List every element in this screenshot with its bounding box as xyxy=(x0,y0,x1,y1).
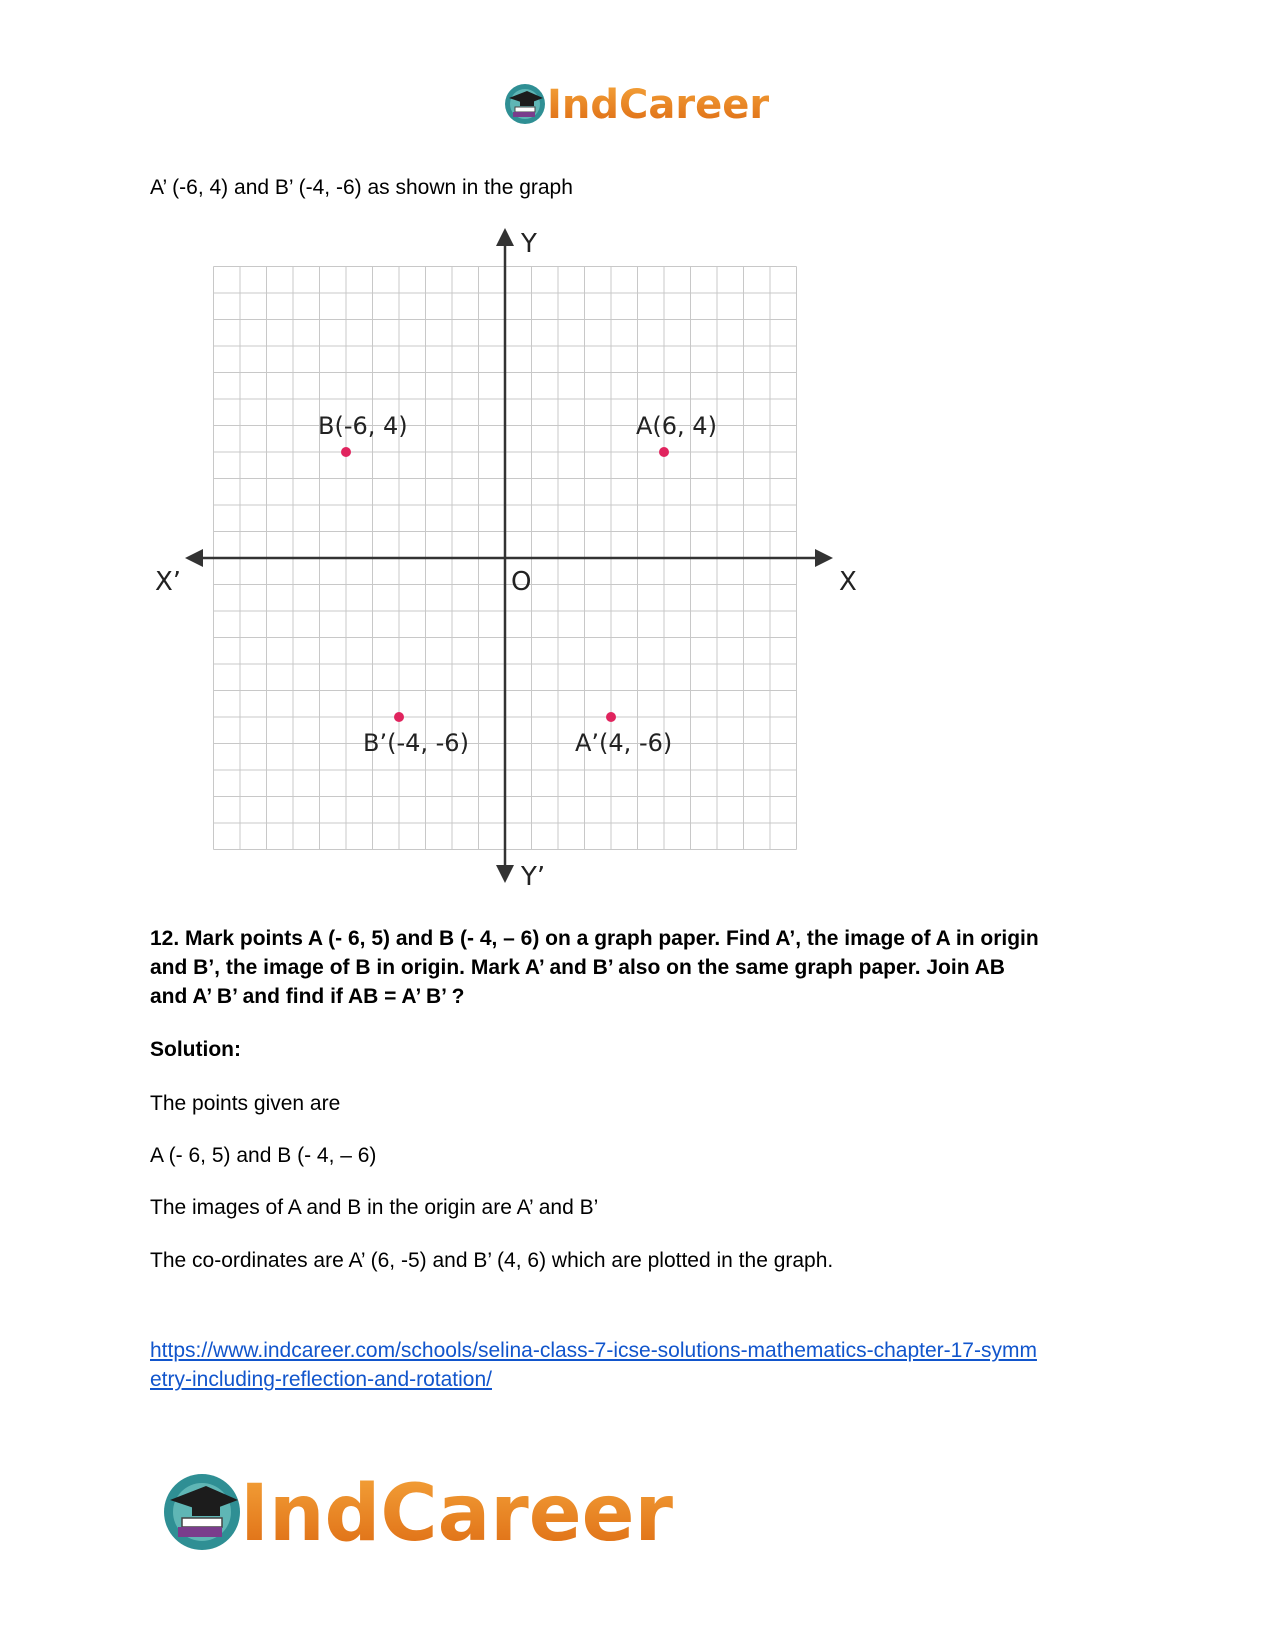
y-neg-axis-arrow-icon xyxy=(496,865,514,883)
point-label: B’(-4, -6) xyxy=(363,729,469,757)
x-neg-axis-arrow-icon xyxy=(185,549,203,567)
solution-heading: Solution: xyxy=(150,1038,241,1061)
indcareer-logo-graphic xyxy=(503,78,773,130)
graduation-cap-globe-icon xyxy=(164,1474,240,1550)
source-link-continued[interactable]: etry-including-reflection-and-rotation/ xyxy=(150,1368,492,1391)
logo-wordmark: IndCareer xyxy=(547,82,770,128)
y-axis-arrow-icon xyxy=(496,228,514,246)
solution-paragraph: The points given are xyxy=(150,1092,341,1115)
point-marker xyxy=(659,447,669,457)
indcareer-footer-logo xyxy=(160,1466,700,1556)
x-neg-axis-label: X’ xyxy=(155,567,182,597)
intro-line: A’ (-6, 4) and B’ (-4, -6) as shown in the graph xyxy=(150,176,573,199)
footer-logo-wordmark: IndCareer xyxy=(240,1469,673,1556)
x-axis-arrow-icon xyxy=(815,549,833,567)
x-axis-label: X xyxy=(839,567,857,597)
point-label: B(-6, 4) xyxy=(318,412,408,440)
graduation-cap-globe-icon xyxy=(505,84,545,124)
point-label: A(6, 4) xyxy=(636,412,717,440)
point-label: A’(4, -6) xyxy=(575,729,673,757)
solution-paragraph: The images of A and B in the origin are A’ and B’ xyxy=(150,1196,599,1219)
point-marker xyxy=(341,447,351,457)
question-line-2: and B’, the image of B in origin. Mark A’ and B’ also on the same graph paper. Join AB xyxy=(150,956,1005,979)
origin-label: O xyxy=(511,567,532,597)
axes xyxy=(185,228,833,883)
solution-paragraph: A (- 6, 5) and B (- 4, – 6) xyxy=(150,1144,377,1167)
question-line-3: and A’ B’ and find if AB = A’ B’ ? xyxy=(150,985,465,1008)
question-line-1: 12. Mark points A (- 6, 5) and B (- 4, – 6) on a graph paper. Find A’, the image of A in origin xyxy=(150,927,1039,950)
y-axis-label: Y xyxy=(521,229,537,259)
point-marker xyxy=(394,712,404,722)
point-marker xyxy=(606,712,616,722)
y-neg-axis-label: Y’ xyxy=(521,862,546,892)
source-link[interactable]: https://www.indcareer.com/schools/selina-class-7-icse-solutions-mathematics-chapter-17-symm xyxy=(150,1339,1037,1362)
solution-paragraph: The co-ordinates are A’ (6, -5) and B’ (4, 6) which are plotted in the graph. xyxy=(150,1249,834,1272)
indcareer-logo xyxy=(503,78,773,130)
indcareer-footer-logo-graphic xyxy=(160,1466,700,1556)
coordinate-graph xyxy=(155,228,905,948)
